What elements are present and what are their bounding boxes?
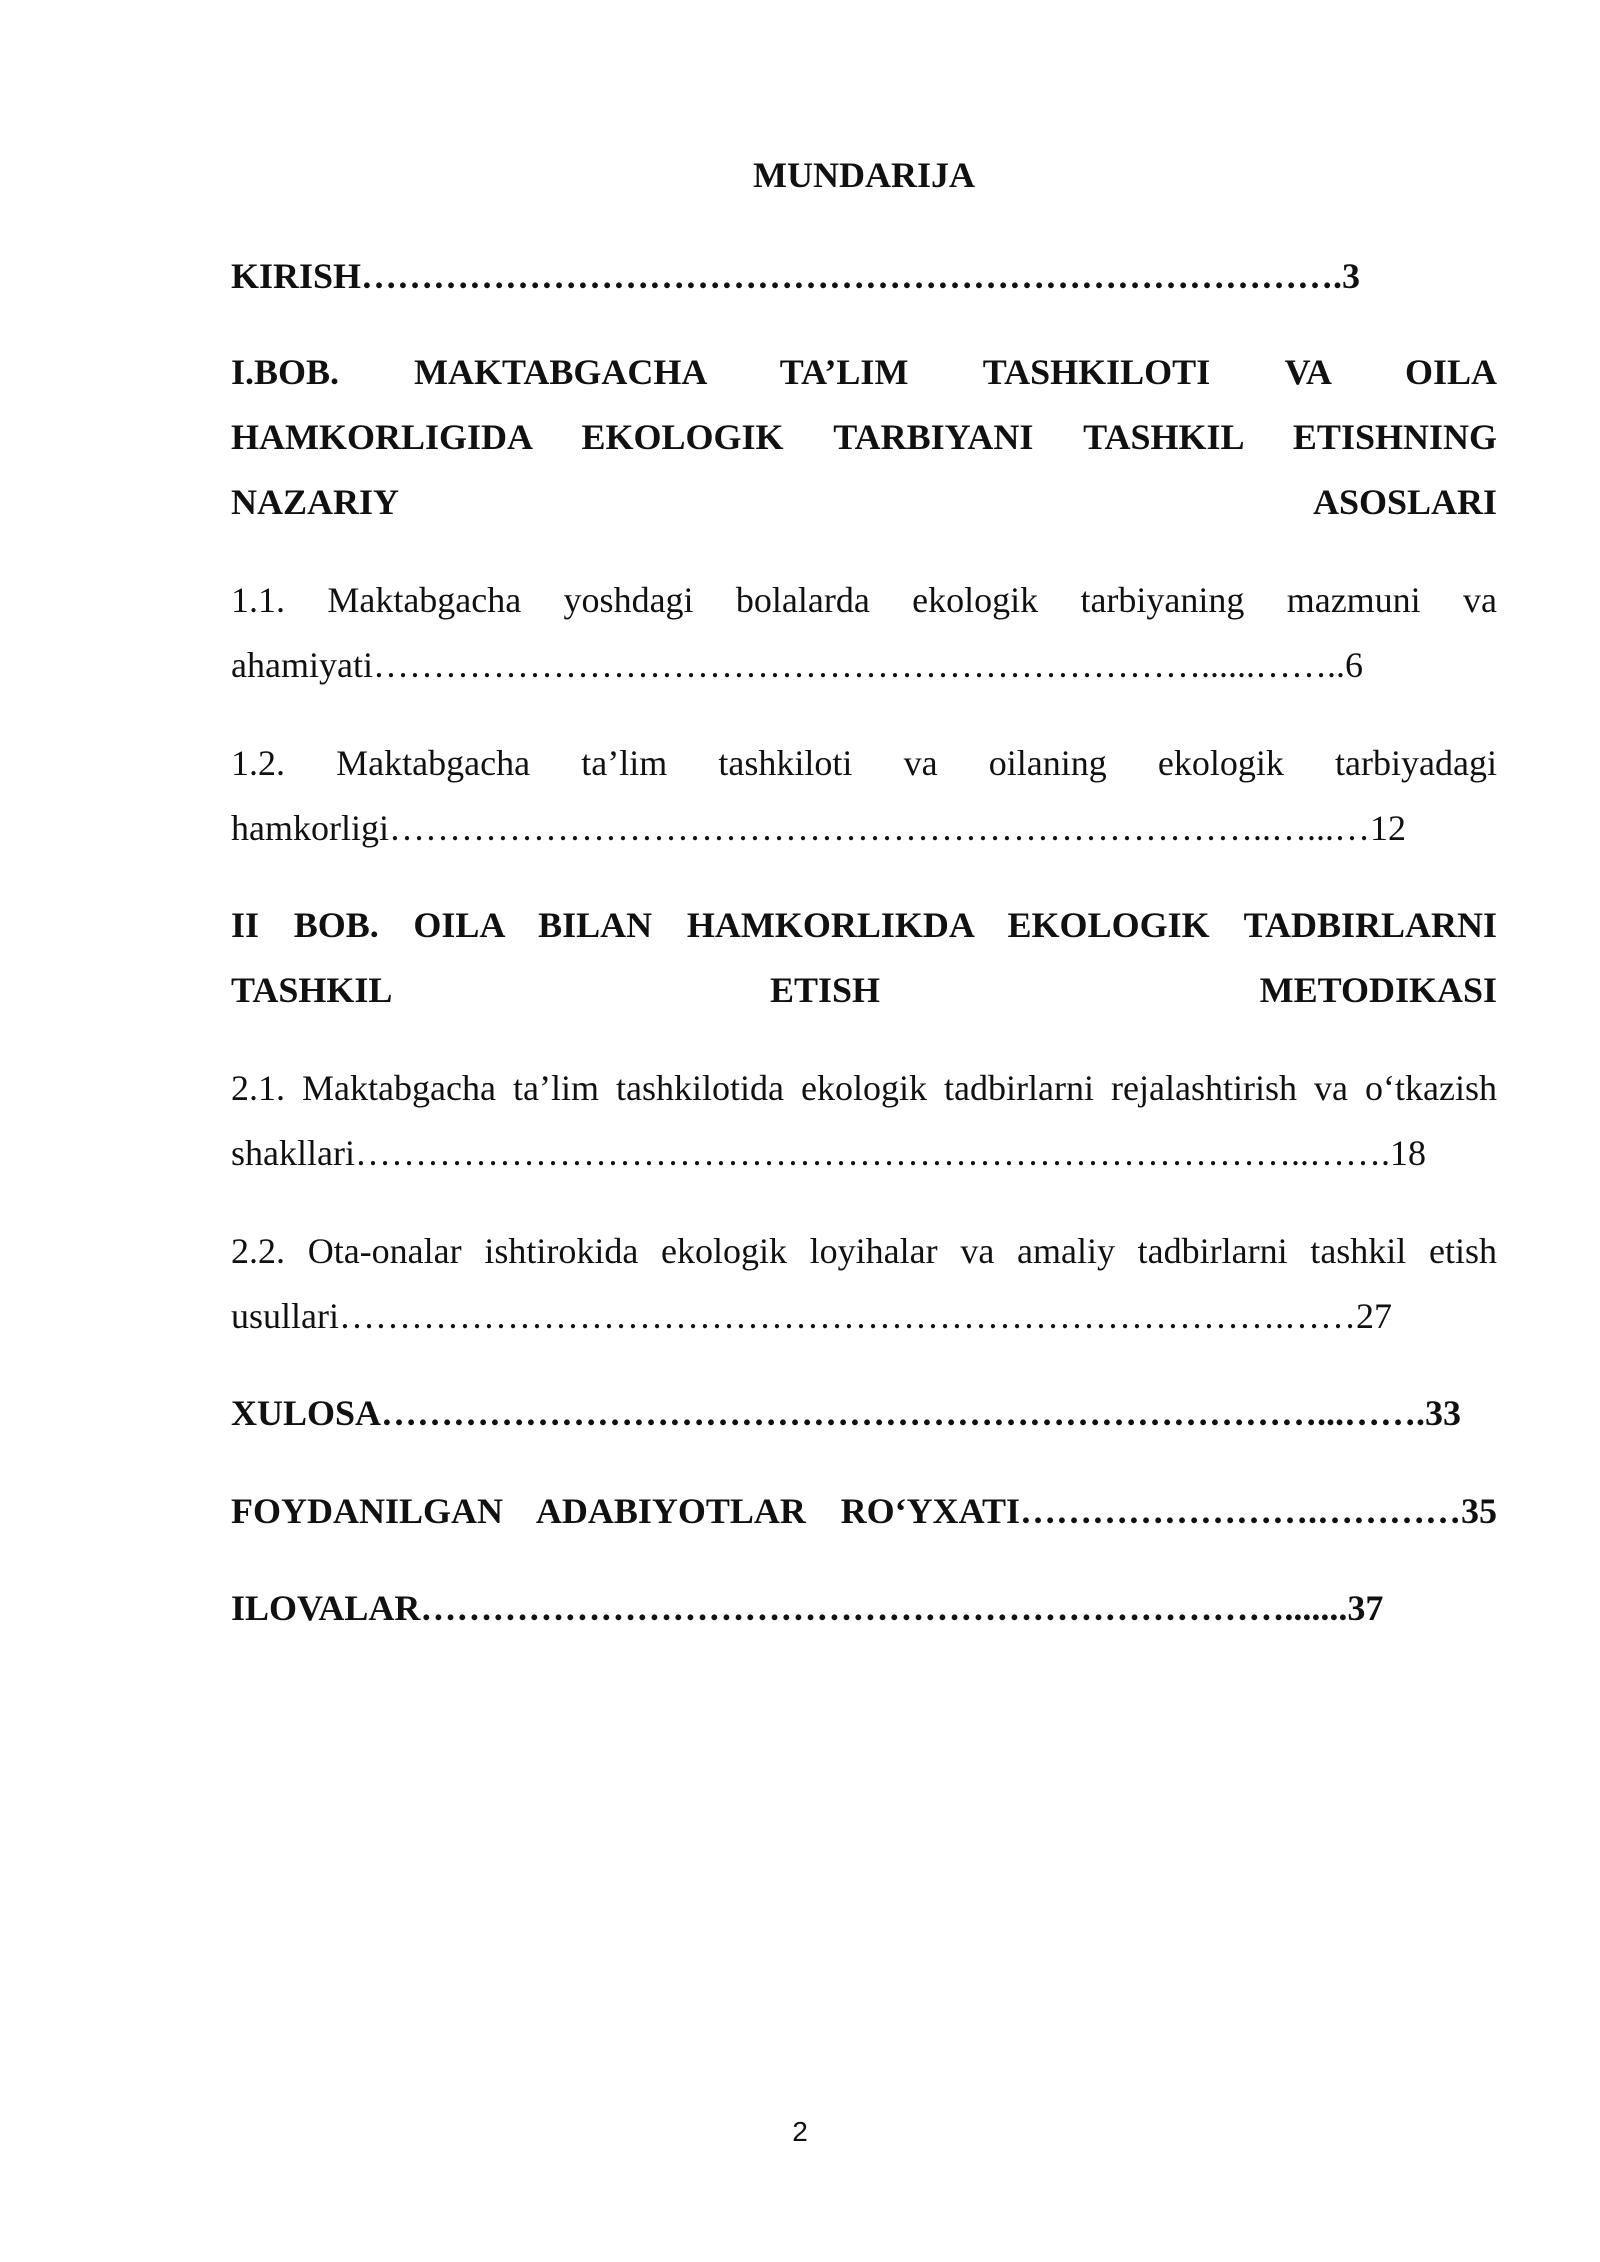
toc-entry-section-1-2[interactable]: [231, 731, 1497, 861]
toc-entry-section-2-1[interactable]: [231, 1056, 1497, 1186]
toc-entry-label: I.BOB. MAKTABGACHA TA’LIM TASHKILOTI VA OILA: [231, 352, 1497, 392]
toc-entry-references[interactable]: [231, 1479, 1497, 1544]
toc-entry-label: 1.2. Maktabgacha ta’lim tashkiloti va oilaning ekologik tarbiyadagi: [231, 743, 1497, 783]
toc-entry-label: TASHKIL ETISH METODIKASI: [231, 970, 1497, 1010]
toc-entry-label: hamkorligi………………………………………………………………..…...…12: [231, 808, 1406, 848]
page-number: 2: [792, 2116, 808, 2147]
toc-entry-label: II BOB. OILA BILAN HAMKORLIKDA EKOLOGIK TADBIRLARNI: [231, 905, 1497, 945]
toc-entry-label: ILOVALAR……………………………………………………………….......37: [231, 1588, 1384, 1628]
toc-entry-intro[interactable]: [231, 244, 1497, 309]
toc-entry-label: FOYDANILGAN ADABIYOTLAR RO‘YXATI…………………….…………35: [231, 1491, 1497, 1531]
toc-entry-section-1-1[interactable]: [231, 568, 1497, 698]
toc-entry-label: ahamiyati……………………………………………………………......……..6: [231, 645, 1363, 685]
page-title: MUNDARIJA: [753, 155, 975, 195]
toc-entry-label: 1.1. Maktabgacha yoshdagi bolalarda ekologik tarbiyaning mazmuni va: [231, 580, 1497, 620]
toc-entry-chapter-2[interactable]: [231, 893, 1497, 1023]
toc-entry-label: KIRISH……………………………………………………………………….3: [231, 256, 1361, 296]
toc-entry-label: HAMKORLIGIDA EKOLOGIK TARBIYANI TASHKIL ETISHNING: [231, 417, 1497, 457]
toc-entry-conclusion[interactable]: [231, 1381, 1497, 1446]
toc-entry-label: NAZARIY ASOSLARI: [231, 482, 1497, 522]
toc-entry-appendix[interactable]: [231, 1576, 1497, 1641]
toc-entry-section-2-2[interactable]: [231, 1219, 1497, 1349]
toc-entry-chapter-1[interactable]: [231, 340, 1497, 535]
toc-entry-label: 2.2. Ota-onalar ishtirokida ekologik loyihalar va amaliy tadbirlarni tashkil etish: [231, 1231, 1497, 1271]
toc-entry-label: usullari…………………………………………………………………….……27: [231, 1296, 1392, 1336]
toc-entry-label: XULOSA……………………………………………………………………...…….33: [231, 1393, 1462, 1433]
toc-entry-label: 2.1. Maktabgacha ta’lim tashkilotida ekologik tadbirlarni rejalashtirish va o‘tkazish: [231, 1068, 1497, 1108]
toc-entry-label: shakllari……………………………………………………………………..…….18: [231, 1133, 1426, 1173]
